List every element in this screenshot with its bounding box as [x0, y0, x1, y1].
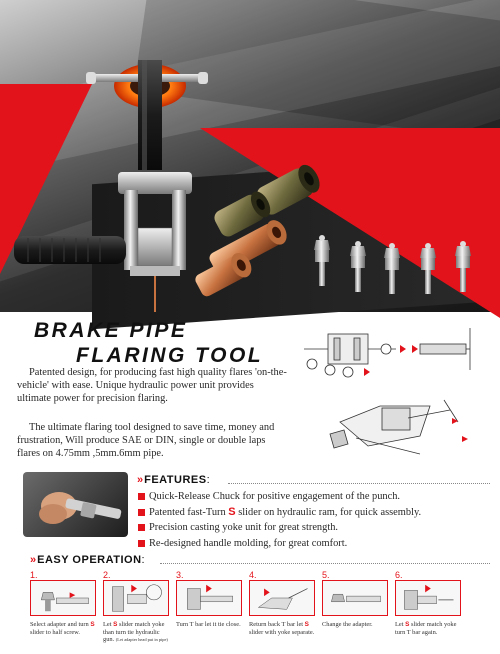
operation-step-6: 6. Let S slider match yoke turn T bar again.: [395, 570, 461, 636]
step-illustration: [322, 580, 388, 616]
operation-steps: [30, 570, 470, 654]
feature-item: Precision casting yoke unit for great strength.: [138, 520, 421, 536]
features-list: [138, 489, 421, 551]
description-paragraph-2: The ultimate flaring tool designed to save time, money and frustration, Will produce SAE or DIN, single or double laps flares on 4.75mm ,5mm.6mm pipe.: [17, 422, 275, 460]
chevron-right-icon: »: [30, 554, 36, 566]
step-illustration: [30, 580, 96, 616]
chevron-right-icon: »: [137, 474, 143, 486]
feature-item: Quick-Release Chuck for positive engagement of the punch.: [138, 489, 421, 505]
operation-step-3: 3. Turn T bar let it tie close.: [176, 570, 241, 628]
step-illustration: [395, 580, 461, 616]
operation-step-5: 5. Change the adapter.: [322, 570, 388, 629]
bullet-square-icon: [138, 540, 145, 547]
hand-assembly-photo: [23, 472, 128, 537]
divider: [160, 563, 490, 564]
easy-operation-heading: » EASY OPERATION:: [30, 554, 146, 566]
step-illustration: [176, 580, 242, 616]
step-illustration: [103, 580, 169, 616]
assembly-diagram: [300, 318, 490, 468]
title-line-1: BRAKE PIPE: [34, 319, 188, 342]
operation-step-2: 2. Let S slider match yoke than turn tie hydraulic gun. (Let adapter head put in pipe): [103, 570, 168, 644]
bullet-square-icon: [138, 509, 145, 516]
bullet-square-icon: [138, 524, 145, 531]
title-line-2: FLARING TOOL: [76, 344, 264, 367]
divider: [228, 483, 490, 484]
feature-item: Re-designed handle molding, for great comfort.: [138, 536, 421, 552]
operation-step-4: 4. Return back T bar let S slider with yoke separate.: [249, 570, 315, 636]
step-illustration: [249, 580, 315, 616]
operation-step-1: 1. Select adapter and turn S slider to half screw.: [30, 570, 95, 636]
bullet-square-icon: [138, 493, 145, 500]
description-paragraph-1: Patented design, for producing fast high quality flares 'on-the-vehicle' with ease. Unique hydraulic power unit provides ultimate power for precision flaring.: [17, 367, 287, 405]
flaring-tool-photo: [0, 0, 500, 312]
features-heading: » FEATURES:: [137, 474, 211, 486]
product-title: [34, 318, 263, 368]
feature-item: Patented fast-Turn S slider on hydraulic ram, for quick assembly.: [138, 505, 421, 521]
